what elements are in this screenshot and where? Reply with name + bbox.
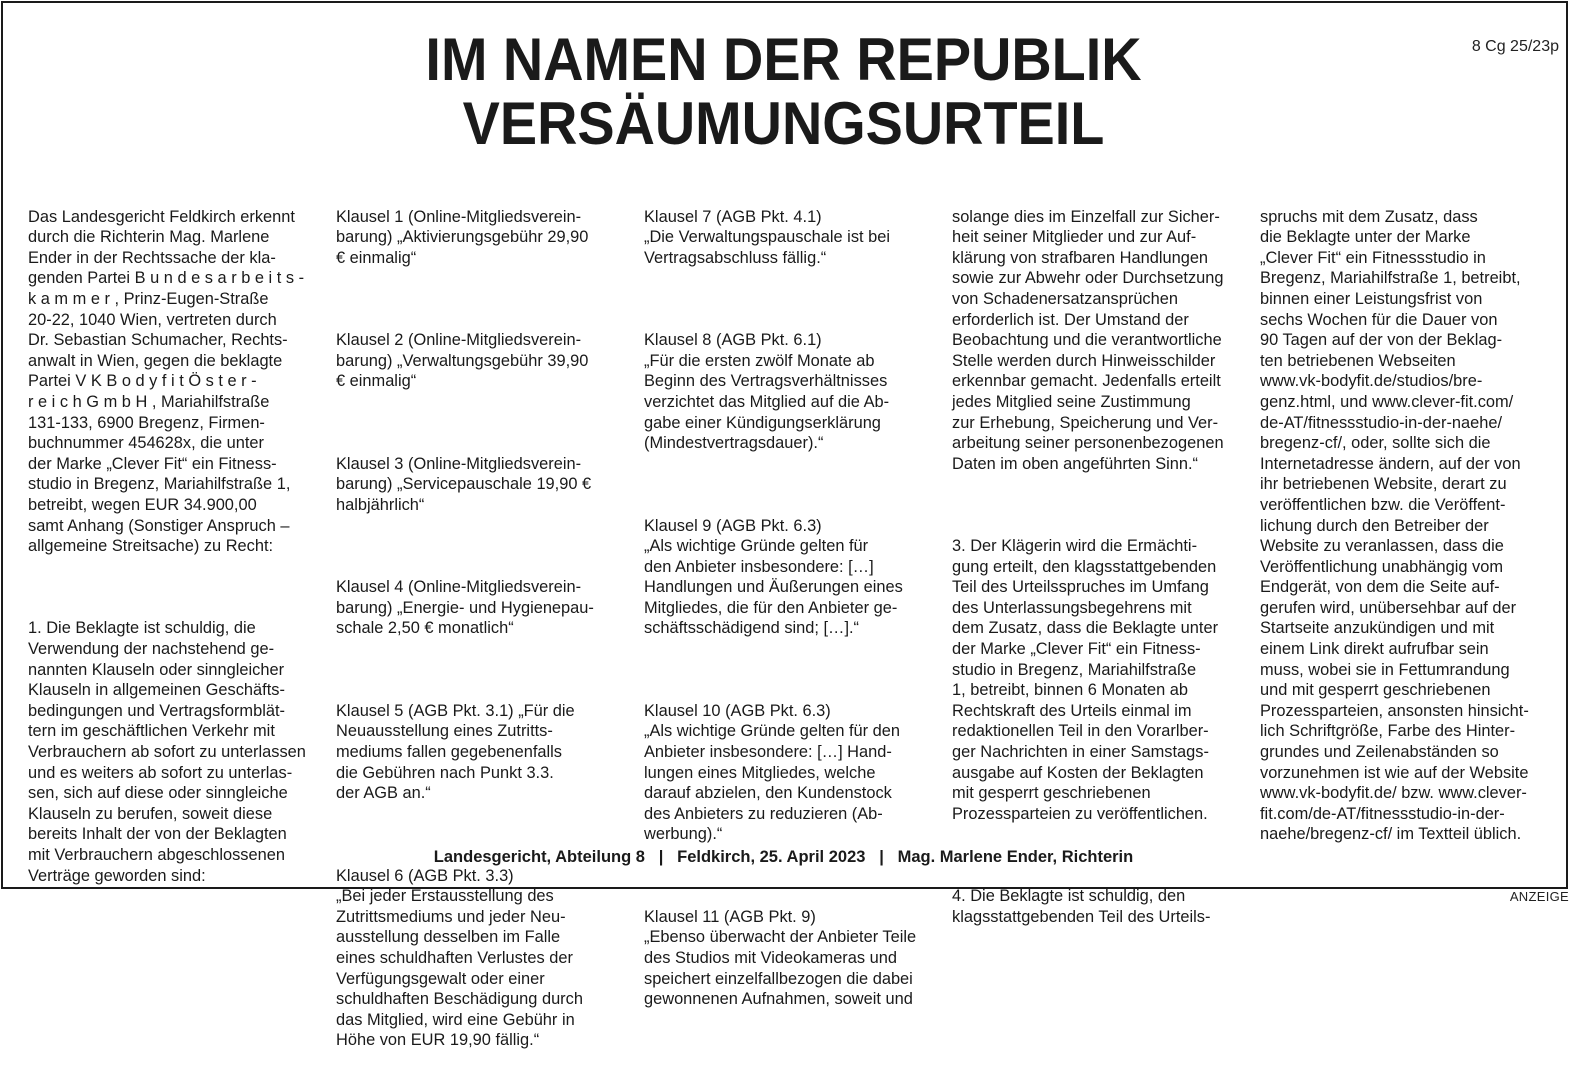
clause-8: Klausel 8 (AGB Pkt. 6.1) „Für die ersten zwölf Monate ab Beginn des Vertragsverhältnisses verzichtet das Mitglied auf die Ab- gabe einer Kündigungserklärung (Mindestvertragsdauer).“	[644, 331, 890, 453]
paragraph-gap	[28, 577, 318, 598]
paragraph: Das Landesgericht Feldkirch erkennt durch die Richterin Mag. Marlene Ender in der Rechtssache der kla- genden Partei B u n d e s a r b e i t s - k a m m e r , Prinz-Eugen-Straße 20-22, 1040 Wien, vertreten durch Dr. Sebastian Schumacher, Rechts- anwalt in Wien, gegen die beklagte Partei V K B o d y f i t Ö s t e r - r e i c h G m b H , Mariahilfstraße 131-133, 6900 Bregenz, Firmen- buchnummer 454628x, die unter der Marke „Clever Fit“ ein Fitness- studio in Bregenz, Mariahilfstraße 1, betreibt, wegen EUR 34.900,00 samt Anhang (Sonstiger Anspruch – allgemeine Streitsache) zu Recht:	[28, 207, 305, 556]
paragraph-gap	[336, 660, 626, 681]
paragraph-gap	[336, 536, 626, 557]
footer-place-date: Feldkirch, 25. April 2023	[677, 848, 866, 866]
clause-6: Klausel 6 (AGB Pkt. 3.3) „Bei jeder Erstausstellung des Zutrittsmediums und jeder Neu- ausstellung desselben im Falle eines schuldhaften Verlustes der Verfügungsgewalt oder einer schuldhaften Beschädigung durch das Mitglied, wird eine Gebühr in Höhe von EUR 19,90 fällig.“	[336, 866, 583, 1050]
text-column-4	[952, 186, 1242, 948]
paragraph-gap	[336, 413, 626, 434]
clause-5: Klausel 5 (AGB Pkt. 3.1) „Für die Neuausstellung eines Zutritts- mediums fallen gegebenenfalls die Gebühren nach Punkt 3.3. der AGB an.“	[336, 701, 575, 803]
clause-7: Klausel 7 (AGB Pkt. 4.1) „Die Verwaltungspauschale ist bei Vertragsabschluss fällig.“	[644, 207, 890, 267]
text-column-3	[644, 186, 934, 1030]
footer-judge: Mag. Marlene Ender, Richterin	[897, 848, 1134, 866]
clause-4: Klausel 4 (Online-Mitgliedsverein- barung) „Energie- und Hygienepau- schale 2,50 € monatlich“	[336, 578, 594, 638]
text-column-1	[28, 186, 318, 907]
text-column-5	[1260, 186, 1550, 866]
paragraph-gap	[644, 474, 934, 495]
paragraph: solange dies im Einzelfall zur Sicher- heit seiner Mitglieder und zur Auf- klärung von strafbaren Handlungen sowie zur Abwehr oder Durchsetzung von Schadenersatzansprüchen erforderlich ist. Der Umstand der Beobachtung und die verantwortliche Stelle werden durch Hinweisschilder erkennbar gemacht. Jedenfalls erteilt jedes Mitglied seine Zustimmung zur Erhebung, Speicherung und Ver- arbeitung seiner personenbezogenen Daten im oben angeführten Sinn.“	[952, 207, 1224, 473]
paragraph-gap	[336, 289, 626, 310]
paragraph: 3. Der Klägerin wird die Ermächti- gung erteilt, den klagsstattgebenden Teil des Urteilsspruches im Umfang des Unterlassungsbegehrens mit dem Zusatz, dass die Beklagte unter der Marke „Clever Fit“ ein Fitness- studio in Bregenz, Mariahilfstraße 1, betreibt, binnen 6 Monaten ab Rechtskraft des Urteils einmal im redaktionellen Teil in den Vorarlber- ger Nachrichten in einer Samstags- ausgabe auf Kosten der Beklagten mit gesperrt geschriebenen Prozessparteien zu veröffentlichen.	[952, 537, 1219, 823]
clause-3: Klausel 3 (Online-Mitgliedsverein- barung) „Servicepauschale 19,90 € halbjährlich“	[336, 454, 592, 514]
footer-separator: |	[658, 848, 664, 866]
clause-9: Klausel 9 (AGB Pkt. 6.3) „Als wichtige Gründe gelten für den Anbieter insbesondere: […] Handlungen und Äußerungen eines Mitgliedes, die für den Anbieter ge- schäftsschädigend sind; […].“	[644, 516, 903, 638]
case-number: 8 Cg 25/23p	[1471, 38, 1559, 55]
clause-10: Klausel 10 (AGB Pkt. 6.3) „Als wichtige Gründe gelten für den Anbieter insbesondere: […] Hand- lungen eines Mitgliedes, welche darauf abzielen, den Kundenstock des Anbieters zu reduzieren (Ab- werbung).“	[644, 701, 901, 844]
text-column-2	[336, 186, 626, 1072]
ad-label: ANZEIGE	[1509, 889, 1569, 904]
clause-2: Klausel 2 (Online-Mitgliedsverein- barung) „Verwaltungsgebühr 39,90 € einmalig“	[336, 331, 589, 391]
clause-1: Klausel 1 (Online-Mitgliedsverein- barung) „Aktivierungsgebühr 29,90 € einmalig“	[336, 207, 589, 267]
paragraph-gap	[644, 660, 934, 681]
paragraph-gap	[644, 866, 934, 887]
title-line-2: VERSÄUMUNGSURTEIL	[462, 90, 1105, 157]
page-title	[55, 28, 1512, 156]
clause-11: Klausel 11 (AGB Pkt. 9) „Ebenso überwacht der Anbieter Teile des Studios mit Videokameras und speichert einzelfallbezogen die dabei gewonnenen Aufnahmen, soweit und	[644, 907, 917, 1009]
paragraph: 4. Die Beklagte ist schuldig, den klagsstattgebenden Teil des Urteils-	[952, 887, 1211, 926]
paragraph-gap	[952, 495, 1242, 516]
footer-court: Landesgericht, Abteilung 8	[433, 848, 645, 866]
paragraph: spruchs mit dem Zusatz, dass die Beklagte unter der Marke „Clever Fit“ ein Fitnessstudio in Bregenz, Mariahilfstraße 1, betreibt, binnen einer Leistungsfrist von sechs Wochen für die Dauer von 90 Tagen auf der von der Beklag- ten betriebenen Webseiten www.vk-bodyfit.de/studios/bre- genz.html, und www.clever-fit.com/ de-AT/fitnessstudio-in-der-naehe/ bregenz-cf/, oder, sollte sich die Internetadresse ändern, auf der von ihr betriebenen Website, derart zu veröffentlichen bzw. die Veröffent- lichung durch den Betreiber der Website zu veranlassen, dass die Veröffentlichung unabhängig vom Endgerät, von dem die Seite auf- gerufen wird, unübersehbar auf der Startseite anzukündigen und mit einem Link direkt aufrufbar sein muss, wobei sie in Fettumrandung und mit gesperrt geschriebenen Prozessparteien, ansonsten hinsicht- lich Schriftgröße, Farbe des Hinter- grundes und Zeilenabständen so vorzunehmen ist wie auf der Website www.vk-bodyfit.de/ bzw. www.clever- fit.com/de-AT/fitnessstudio-in-der- naehe/bregenz-cf/ im Textteil üblich.	[1260, 207, 1529, 844]
paragraph: 1. Die Beklagte ist schuldig, die Verwendung der nachstehend ge- nannten Klauseln oder sinngleicher Klauseln in allgemeinen Geschäfts- bedingungen und Vertragsformblät- tern im geschäftlichen Verkehr mit Verbrauchern ab sofort zu unterlassen und es weiters ab sofort zu unterlas- sen, sich auf diese oder sinngleiche Klauseln zu berufen, soweit diese bereits Inhalt der von der Beklagten mit Verbrauchern abgeschlossenen Verträge geworden sind:	[28, 619, 306, 885]
paragraph-gap	[644, 289, 934, 310]
paragraph-gap	[336, 824, 626, 845]
title-line-1: IM NAMEN DER REPUBLIK	[425, 26, 1142, 93]
footer-separator: |	[879, 848, 884, 866]
signature-line	[0, 848, 1567, 867]
